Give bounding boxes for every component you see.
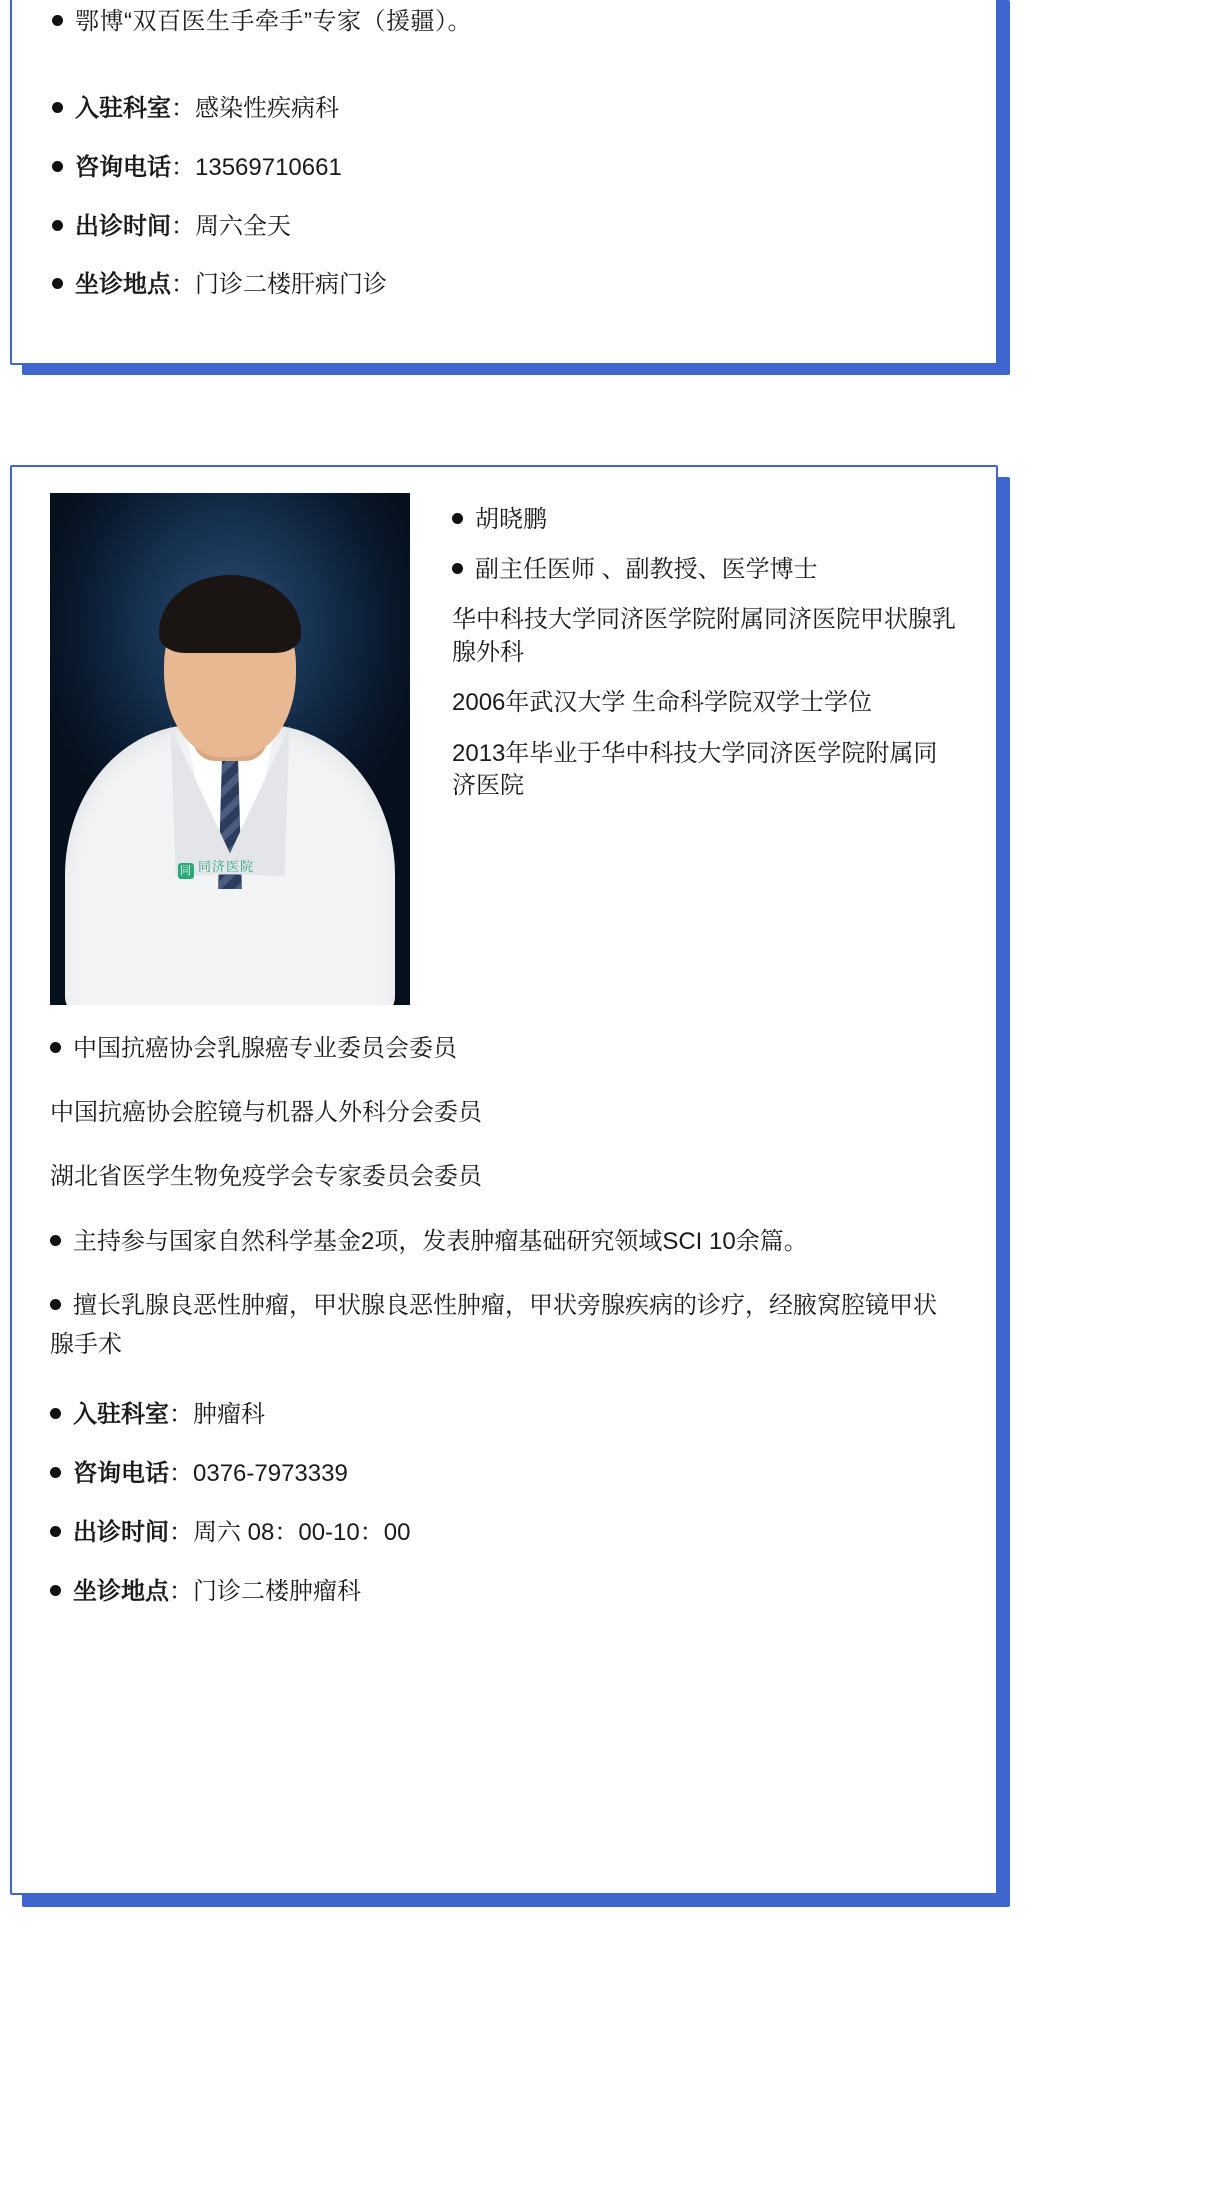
affiliation-text: 2006年武汉大学 生命科学院双学士学位 bbox=[452, 689, 873, 717]
doctor-name-text: 胡晓鹏 bbox=[475, 506, 547, 533]
bullet-icon bbox=[50, 1235, 61, 1246]
note-text: 鄂博“双百医生手牵手”专家（援疆）。 bbox=[75, 8, 472, 35]
meta-separator: ： bbox=[169, 1401, 193, 1429]
previous-doctor-note bbox=[52, 4, 956, 40]
meta-row-phone bbox=[52, 151, 956, 186]
specialty-summary bbox=[50, 1287, 958, 1364]
association-2 bbox=[50, 1095, 958, 1131]
meta-separator: ： bbox=[169, 1459, 193, 1487]
meta-separator: ： bbox=[171, 153, 195, 181]
card-body bbox=[10, 465, 998, 1895]
meta-value: 0376-7973339 bbox=[193, 1459, 348, 1487]
bullet-icon bbox=[52, 15, 63, 26]
meta-separator: ： bbox=[169, 1518, 193, 1546]
doctor-title-text: 副主任医师 、副教授、医学博士 bbox=[475, 556, 818, 583]
meta-value: 周六 08：00-10：00 bbox=[193, 1518, 411, 1546]
meta-label: 咨询电话 bbox=[73, 1459, 169, 1487]
doctor-photo bbox=[50, 493, 410, 1005]
bullet-icon bbox=[50, 1042, 61, 1053]
meta-value: 感染性疾病科 bbox=[195, 95, 339, 122]
meta-label: 坐诊地点 bbox=[73, 1577, 169, 1605]
meta-row-location bbox=[50, 1575, 958, 1610]
meta-separator: ： bbox=[171, 271, 195, 299]
affiliation-text: 华中科技大学同济医学院附属同济医院甲状腺乳腺外科 bbox=[452, 606, 956, 666]
meta-separator: ： bbox=[171, 212, 195, 240]
bullet-icon bbox=[50, 1299, 61, 1310]
meta-label: 入驻科室 bbox=[75, 95, 171, 122]
meta-row-hours bbox=[52, 210, 956, 245]
meta-value: 门诊二楼肝病门诊 bbox=[195, 271, 387, 299]
coat-logo-text: 同济医院 bbox=[198, 859, 255, 874]
meta-row-location bbox=[52, 268, 956, 303]
bullet-icon bbox=[52, 102, 63, 113]
association-text: 中国抗癌协会乳腺癌专业委员会委员 bbox=[73, 1035, 457, 1062]
meta-separator: ： bbox=[171, 95, 195, 122]
meta-label: 出诊时间 bbox=[75, 212, 171, 240]
meta-label: 入驻科室 bbox=[73, 1401, 169, 1429]
meta-label: 咨询电话 bbox=[75, 153, 171, 181]
association-text: 中国抗癌协会腔镜与机器人外科分会委员 bbox=[50, 1099, 482, 1126]
research-summary bbox=[50, 1223, 958, 1261]
affiliation-text: 2013年毕业于华中科技大学同济医学院附属同济医院 bbox=[452, 739, 938, 799]
association-text: 湖北省医学生物免疫学会专家委员会委员 bbox=[50, 1163, 482, 1190]
bullet-icon bbox=[52, 161, 63, 172]
doctor-affiliation-3 bbox=[452, 738, 958, 803]
doctor-profile bbox=[50, 493, 958, 1005]
doctor-affiliation-1 bbox=[452, 604, 958, 669]
research-text: 主持参与国家自然科学基金2项，发表肿瘤基础研究领域SCI 10余篇。 bbox=[73, 1228, 808, 1255]
bullet-icon bbox=[52, 220, 63, 231]
association-3 bbox=[50, 1159, 958, 1195]
meta-row-department bbox=[50, 1398, 958, 1433]
hospital-logo-icon: 同 bbox=[180, 865, 192, 877]
photo-hair bbox=[159, 575, 301, 653]
meta-row-hours bbox=[50, 1516, 958, 1551]
doctor-meta-block bbox=[50, 1398, 958, 1609]
photo-background bbox=[50, 493, 410, 1005]
bullet-icon bbox=[50, 1526, 61, 1537]
doctor-name bbox=[452, 499, 958, 534]
bullet-icon bbox=[50, 1467, 61, 1478]
doctor-card bbox=[10, 465, 1020, 1895]
meta-separator: ： bbox=[169, 1577, 193, 1605]
card-body bbox=[10, 0, 998, 365]
meta-label: 坐诊地点 bbox=[75, 271, 171, 299]
association-1 bbox=[50, 1031, 958, 1067]
bullet-icon bbox=[52, 278, 63, 289]
doctor-summary bbox=[410, 493, 958, 820]
coat-logo bbox=[178, 856, 254, 879]
bullet-icon bbox=[452, 563, 463, 574]
meta-row-department bbox=[52, 92, 956, 127]
doctor-card-previous bbox=[10, 0, 1000, 375]
bullet-icon bbox=[50, 1408, 61, 1419]
meta-value: 13569710661 bbox=[195, 153, 342, 181]
meta-value: 门诊二楼肿瘤科 bbox=[193, 1577, 361, 1605]
meta-value: 肿瘤科 bbox=[193, 1401, 265, 1429]
meta-label: 出诊时间 bbox=[73, 1518, 169, 1546]
meta-row-phone bbox=[50, 1457, 958, 1492]
meta-value: 周六全天 bbox=[195, 212, 291, 240]
bullet-icon bbox=[50, 1585, 61, 1596]
bullet-icon bbox=[452, 513, 463, 524]
doctor-affiliation-2 bbox=[452, 687, 958, 719]
specialty-text: 擅长乳腺良恶性肿瘤，甲状腺良恶性肿瘤，甲状旁腺疾病的诊疗，经腋窝腔镜甲状腺手术 bbox=[50, 1292, 937, 1358]
doctor-title bbox=[452, 554, 958, 586]
